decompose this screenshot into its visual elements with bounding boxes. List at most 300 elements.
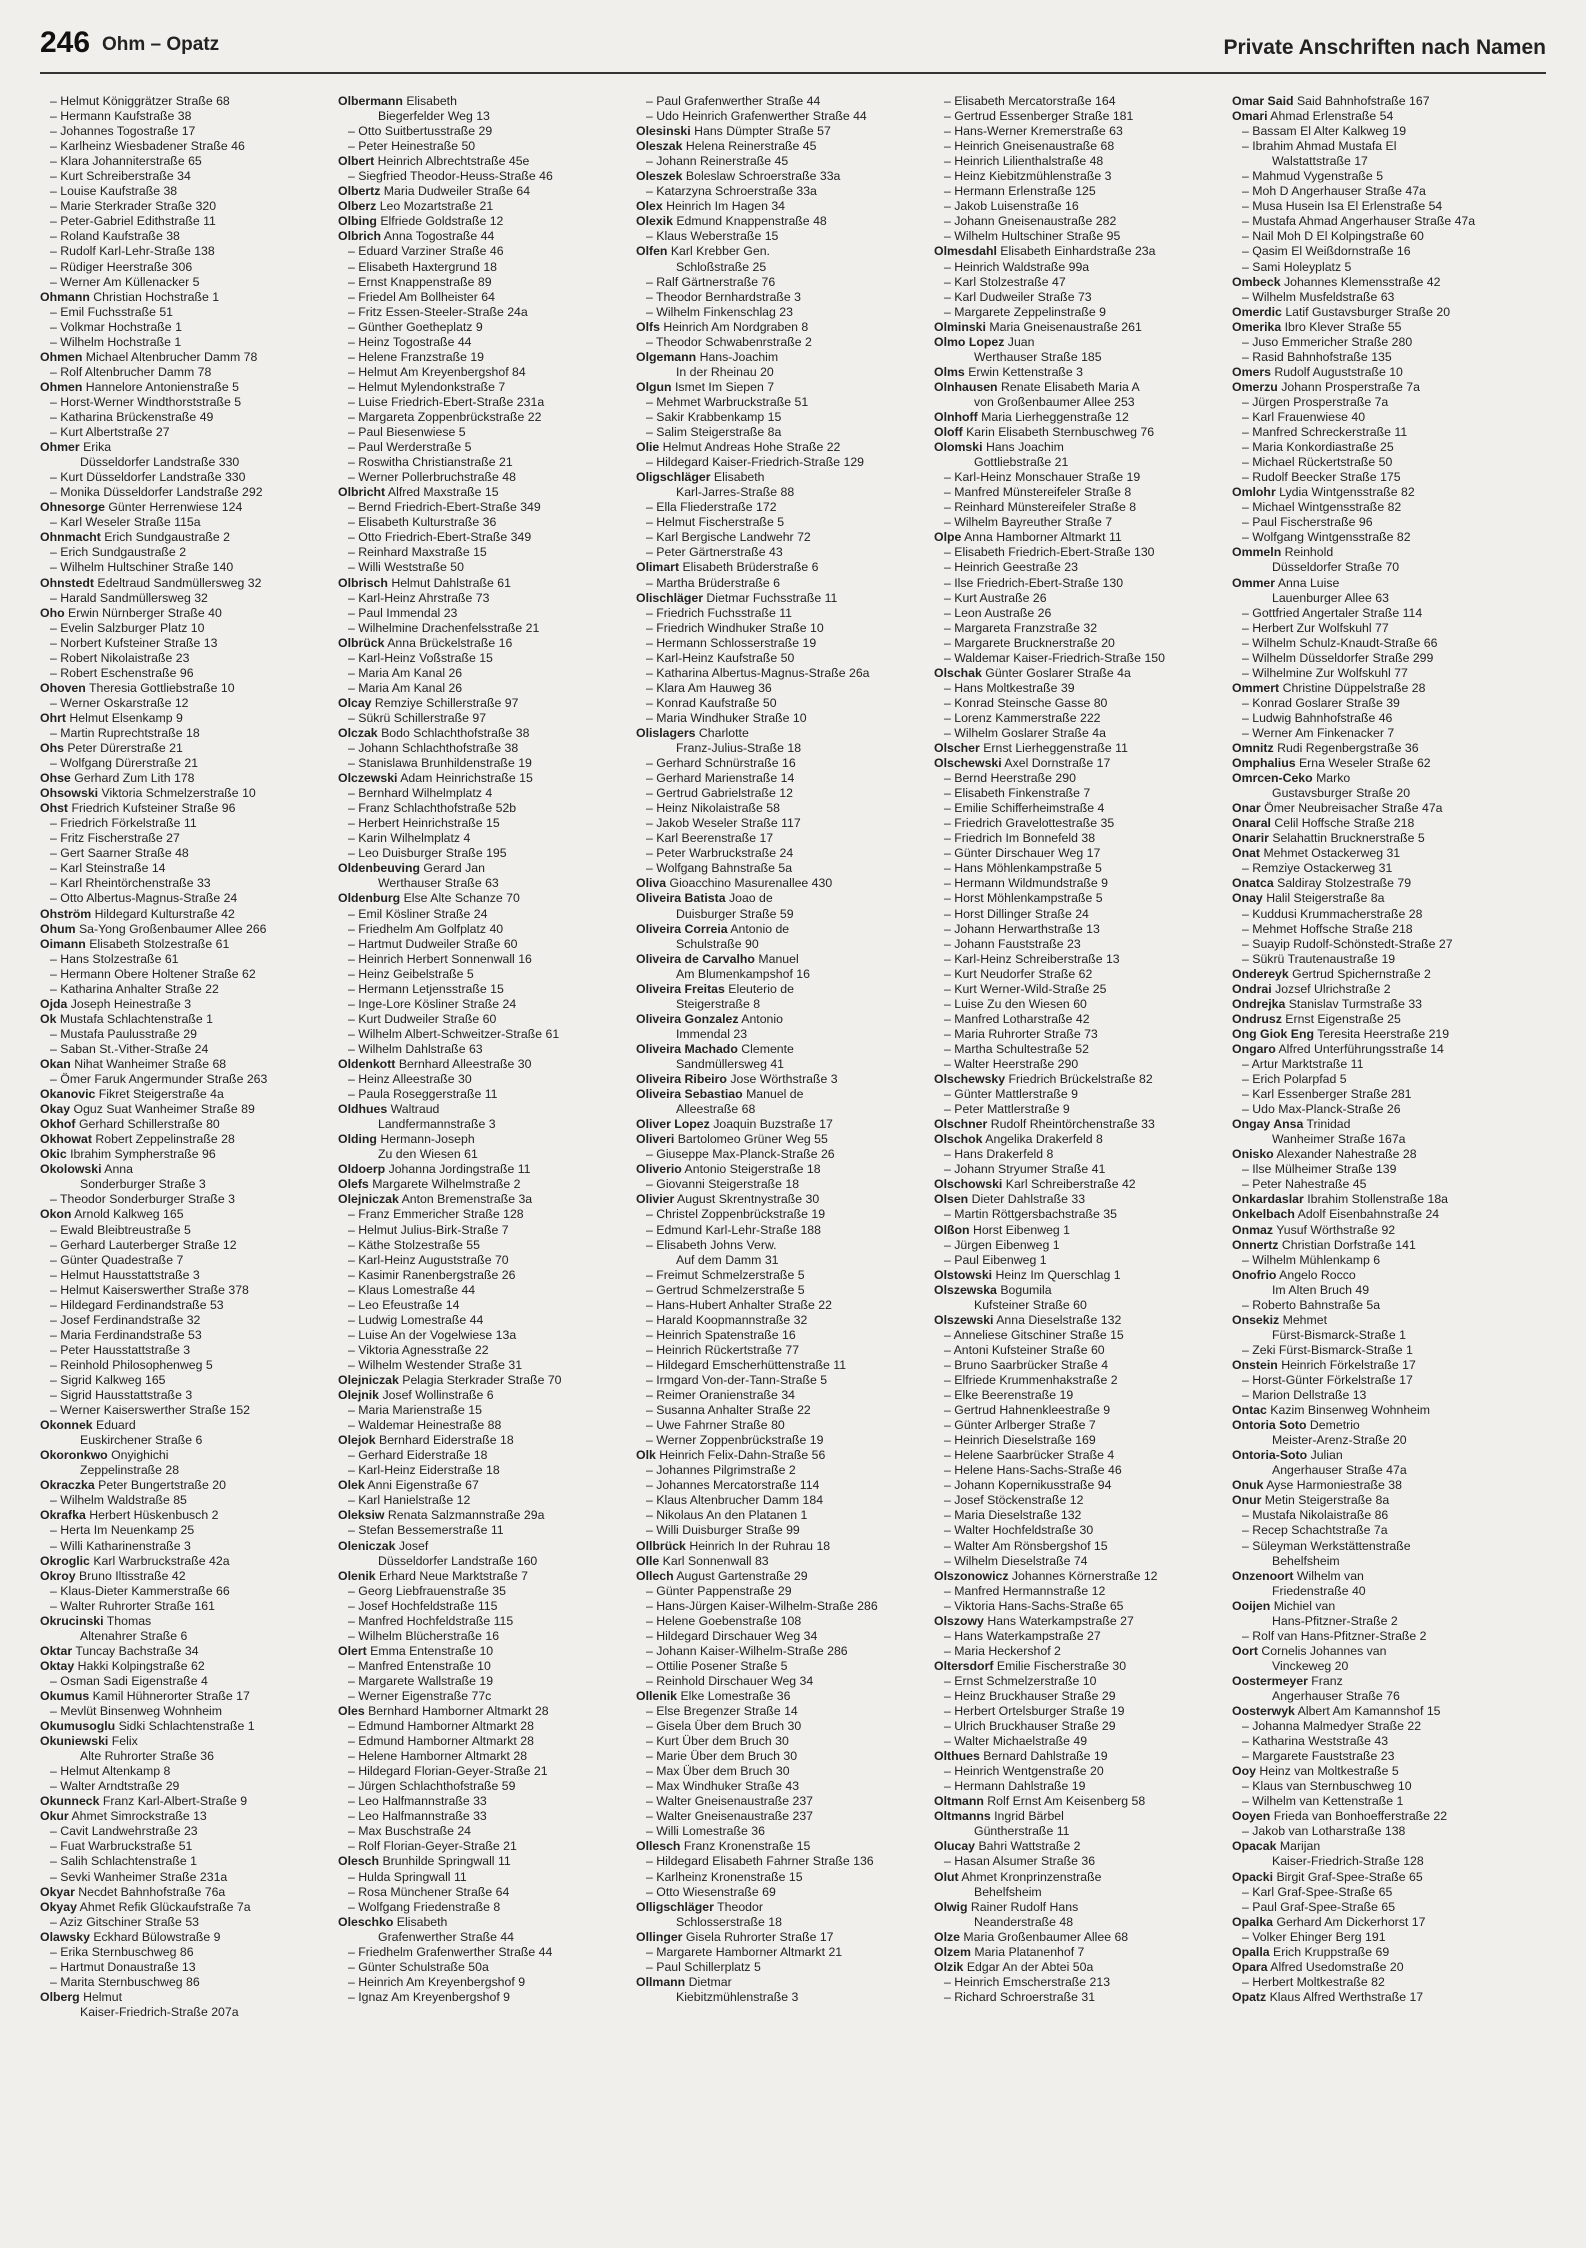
entry-text: – Sami Holeyplatz 5 bbox=[1242, 259, 1352, 274]
entry-text: – Franz Emmericher Straße 128 bbox=[348, 1207, 524, 1222]
surname: Olmesdahl bbox=[934, 244, 997, 259]
entry-text: – Wilhelm Hochstraße 1 bbox=[50, 334, 182, 349]
entry-text: Hakki Kolpingstraße 62 bbox=[77, 1658, 205, 1673]
entry-text: – Johann Kopernikusstraße 94 bbox=[944, 1478, 1112, 1493]
entry-text: Günter Goslarer Straße 4a bbox=[985, 665, 1131, 680]
directory-entry bbox=[1232, 816, 1518, 831]
directory-entry bbox=[934, 1975, 1220, 1990]
entry-text: Sidki Schlachtenstraße 1 bbox=[118, 1719, 255, 1734]
entry-text: – Horst Dillinger Straße 24 bbox=[944, 906, 1089, 921]
entry-text: – Remziye Ostackerweg 31 bbox=[1242, 861, 1393, 876]
entry-text: – Maria Marienstraße 15 bbox=[348, 1403, 482, 1418]
entry-text: – Hildegard Dirschauer Weg 34 bbox=[646, 1628, 818, 1643]
surname: Opalka bbox=[1232, 1914, 1274, 1929]
entry-text: Zeppelinstraße 28 bbox=[80, 1463, 180, 1478]
surname: Olefs bbox=[338, 1177, 369, 1192]
directory-entry bbox=[1232, 1689, 1518, 1704]
entry-text: Eckhard Bülowstraße 9 bbox=[93, 1929, 221, 1944]
entry-text: – Peter Warbruckstraße 24 bbox=[646, 846, 794, 861]
directory-entry bbox=[338, 365, 624, 380]
entry-text: – Viktoria Hans-Sachs-Straße 65 bbox=[944, 1598, 1124, 1613]
directory-entry bbox=[338, 1343, 624, 1358]
surname: Oldenkott bbox=[338, 1057, 396, 1071]
entry-text: – Siegfried Theodor-Heuss-Straße 46 bbox=[348, 169, 553, 184]
directory-entry bbox=[934, 636, 1220, 651]
directory-entry bbox=[40, 891, 326, 906]
directory-entry bbox=[934, 1057, 1220, 1072]
entry-text: – Leo Halfmannstraße 33 bbox=[348, 1794, 487, 1809]
surname: Ommer bbox=[1232, 575, 1276, 590]
directory-entry bbox=[1232, 1298, 1518, 1313]
entry-text: Else Alte Schanze 70 bbox=[403, 891, 520, 906]
entry-text: – Wilhelm Finkenschlag 23 bbox=[646, 304, 793, 319]
surname: Olligschläger bbox=[636, 1899, 714, 1914]
directory-entry bbox=[338, 1012, 624, 1027]
directory-entry bbox=[636, 1930, 922, 1945]
directory-entry bbox=[338, 1539, 624, 1554]
entry-text: Maria Dudweiler Straße 64 bbox=[383, 184, 531, 199]
directory-entry bbox=[1232, 1192, 1518, 1207]
entry-text: – Manfred Lotharstraße 42 bbox=[944, 1011, 1090, 1026]
entry-text: – Hildegard Florian-Geyer-Straße 21 bbox=[348, 1764, 548, 1779]
directory-entry bbox=[338, 1313, 624, 1328]
entry-text: Said Bahnhofstraße 167 bbox=[1296, 94, 1430, 108]
surname: Olberg bbox=[40, 1989, 80, 2004]
directory-entry bbox=[1232, 651, 1518, 666]
directory-entry bbox=[40, 831, 326, 846]
entry-text: Karl-Jarres-Straße 88 bbox=[676, 485, 795, 500]
entry-text: – Paul Eibenweg 1 bbox=[944, 1252, 1047, 1267]
directory-column bbox=[636, 94, 922, 2194]
directory-entry bbox=[338, 530, 624, 545]
entry-text: – Günter Quadestraße 7 bbox=[50, 1252, 184, 1267]
directory-entry bbox=[40, 1117, 326, 1132]
directory-entry bbox=[1232, 365, 1518, 380]
surname: Olbrisch bbox=[338, 575, 388, 590]
directory-entry bbox=[636, 1554, 922, 1569]
directory-entry bbox=[338, 1764, 624, 1779]
entry-text: – Maria Ruhrorter Straße 73 bbox=[944, 1026, 1098, 1041]
directory-entry bbox=[1232, 1539, 1518, 1554]
directory-entry bbox=[934, 741, 1220, 756]
directory-entry bbox=[40, 244, 326, 259]
surname: Opacki bbox=[1232, 1869, 1274, 1884]
entry-text: – Werner Eigenstraße 77c bbox=[348, 1688, 492, 1703]
entry-text: – Kurt Albertstraße 27 bbox=[50, 425, 170, 440]
directory-entry bbox=[40, 1102, 326, 1117]
entry-text: – Heinrich Emscherstraße 213 bbox=[944, 1974, 1111, 1989]
surname: Ohmen bbox=[40, 349, 83, 364]
directory-entry bbox=[40, 500, 326, 515]
entry-text: – Erich Polarpfad 5 bbox=[1242, 1072, 1347, 1087]
entry-text: – Horst Möhlenkampstraße 5 bbox=[944, 891, 1103, 906]
entry-text: – Karl-Heinz Schreiberstraße 13 bbox=[944, 951, 1120, 966]
directory-entry bbox=[1232, 1614, 1518, 1629]
entry-text: Kamil Hühnerorter Straße 17 bbox=[92, 1688, 250, 1703]
directory-entry bbox=[636, 244, 922, 259]
directory-entry bbox=[934, 1870, 1220, 1885]
directory-entry bbox=[1232, 1734, 1518, 1749]
page-range-title: Ohm – Opatz bbox=[102, 34, 220, 55]
entry-text: Düsseldorfer Landstraße 330 bbox=[80, 455, 240, 470]
directory-entry bbox=[934, 1734, 1220, 1749]
entry-text: – Rudolf Karl-Lehr-Straße 138 bbox=[50, 244, 215, 259]
entry-text: – Heinrich Waldstraße 99a bbox=[944, 259, 1090, 274]
directory-entry bbox=[1232, 1930, 1518, 1945]
entry-text: – Maria Heckershof 2 bbox=[944, 1643, 1061, 1658]
directory-entry bbox=[338, 997, 624, 1012]
entry-text: – Edmund Hamborner Altmarkt 28 bbox=[348, 1719, 534, 1734]
directory-entry bbox=[636, 741, 922, 756]
directory-entry bbox=[934, 861, 1220, 876]
entry-text: Bahri Wattstraße 2 bbox=[978, 1839, 1081, 1854]
directory-entry bbox=[934, 801, 1220, 816]
directory-entry bbox=[1232, 1764, 1518, 1779]
directory-entry bbox=[338, 1072, 624, 1087]
surname: Oleksiw bbox=[338, 1508, 385, 1523]
surname: Olfen bbox=[636, 244, 668, 259]
entry-text: Dietmar bbox=[688, 1974, 732, 1989]
entry-text: Rainer Rudolf Hans bbox=[970, 1899, 1079, 1914]
directory-entry bbox=[40, 816, 326, 831]
directory-entry bbox=[636, 1478, 922, 1493]
entry-text: – Josef Hochfeldstraße 115 bbox=[348, 1598, 498, 1613]
surname: Onay bbox=[1232, 891, 1263, 906]
entry-text: – Roland Kaufstraße 38 bbox=[50, 229, 180, 244]
directory-entry bbox=[934, 470, 1220, 485]
entry-text: – Otto Suitbertusstraße 29 bbox=[348, 124, 493, 139]
directory-entry bbox=[40, 846, 326, 861]
surname: Olstowski bbox=[934, 1267, 993, 1282]
surname: Okroy bbox=[40, 1568, 76, 1583]
surname: Oho bbox=[40, 605, 65, 620]
entry-text: – Katharina Brückenstraße 49 bbox=[50, 409, 214, 424]
entry-text: Karl Sonnenwall 83 bbox=[662, 1553, 769, 1568]
entry-text: – Werner Kaiserswerther Straße 152 bbox=[50, 1403, 251, 1418]
entry-text: Erhard Neue Marktstraße 7 bbox=[379, 1568, 529, 1583]
directory-entry bbox=[40, 1207, 326, 1222]
entry-text: Friedrich Kufsteiner Straße 96 bbox=[71, 801, 236, 816]
directory-entry bbox=[338, 636, 624, 651]
entry-text: – Manfred Schreckerstraße 11 bbox=[1242, 425, 1408, 440]
entry-text: Peter Bungertstraße 20 bbox=[98, 1478, 226, 1493]
directory-entry bbox=[636, 184, 922, 199]
entry-text: Heinz Im Querschlag 1 bbox=[995, 1267, 1121, 1282]
directory-entry bbox=[1232, 425, 1518, 440]
directory-entry bbox=[1232, 1132, 1518, 1147]
directory-entry bbox=[636, 1418, 922, 1433]
directory-entry bbox=[636, 1824, 922, 1839]
entry-text: – Stefan Bessemerstraße 11 bbox=[348, 1523, 504, 1538]
entry-text: Anna Luise bbox=[1277, 575, 1340, 590]
directory-entry bbox=[338, 1824, 624, 1839]
directory-entry bbox=[636, 395, 922, 410]
entry-text: – Karl Frauenwiese 40 bbox=[1242, 409, 1366, 424]
entry-text: – Wilhelm Dahlstraße 63 bbox=[348, 1041, 483, 1056]
directory-entry bbox=[1232, 320, 1518, 335]
directory-entry bbox=[40, 1629, 326, 1644]
directory-entry bbox=[934, 1659, 1220, 1674]
entry-text: – Karl Dudweiler Straße 73 bbox=[944, 289, 1092, 304]
directory-entry bbox=[934, 1328, 1220, 1343]
directory-entry bbox=[1232, 1268, 1518, 1283]
directory-entry bbox=[636, 1328, 922, 1343]
directory-entry bbox=[338, 1493, 624, 1508]
directory-entry bbox=[934, 651, 1220, 666]
directory-entry bbox=[934, 1087, 1220, 1102]
directory-entry bbox=[636, 1313, 922, 1328]
surname: Olexik bbox=[636, 214, 673, 229]
directory-entry bbox=[1232, 1900, 1518, 1915]
directory-entry bbox=[934, 1719, 1220, 1734]
entry-text: Erich Sundgaustraße 2 bbox=[104, 530, 231, 545]
directory-entry bbox=[338, 1689, 624, 1704]
entry-text: – Heinrich Wentgenstraße 20 bbox=[944, 1764, 1104, 1779]
entry-text: Ahmad Erlenstraße 54 bbox=[1270, 109, 1394, 124]
surname: Olberz bbox=[338, 199, 377, 214]
directory-entry bbox=[40, 214, 326, 229]
entry-text: Heinrich In der Ruhrau 18 bbox=[689, 1538, 831, 1553]
directory-entry bbox=[338, 214, 624, 229]
surname: Omlohr bbox=[1232, 485, 1276, 500]
entry-text: – Osman Sadi Eigenstraße 4 bbox=[50, 1673, 208, 1688]
directory-entry bbox=[1232, 1990, 1518, 2005]
directory-entry bbox=[934, 786, 1220, 801]
entry-text: – Karl-Heinz Ahrstraße 73 bbox=[348, 590, 490, 605]
directory-entry bbox=[40, 335, 326, 350]
entry-text: – Anneliese Gitschiner Straße 15 bbox=[944, 1327, 1124, 1342]
surname: Olenik bbox=[338, 1568, 376, 1583]
directory-entry bbox=[1232, 1824, 1518, 1839]
directory-entry bbox=[338, 1373, 624, 1388]
directory-entry bbox=[934, 1343, 1220, 1358]
entry-text: Bodo Schlachthofstraße 38 bbox=[381, 725, 530, 740]
entry-text: Christian Hochstraße 1 bbox=[93, 289, 220, 304]
entry-text: – Robert Eschenstraße 96 bbox=[50, 665, 194, 680]
directory-entry bbox=[338, 1207, 624, 1222]
entry-text: – Bernhard Wilhelmplatz 4 bbox=[348, 786, 493, 801]
directory-entry bbox=[338, 500, 624, 515]
entry-text: – Evelin Salzburger Platz 10 bbox=[50, 620, 205, 635]
directory-entry bbox=[934, 455, 1220, 470]
surname: Opara bbox=[1232, 1959, 1268, 1974]
directory-entry bbox=[1232, 1809, 1518, 1824]
directory-entry bbox=[40, 1313, 326, 1328]
entry-text: – Hans Moltkestraße 39 bbox=[944, 680, 1075, 695]
directory-entry bbox=[40, 576, 326, 591]
directory-entry bbox=[934, 771, 1220, 786]
entry-text: – Fritz Essen-Steeler-Straße 24a bbox=[348, 304, 528, 319]
surname: Ohnesorge bbox=[40, 500, 105, 515]
directory-entry bbox=[636, 1012, 922, 1027]
directory-entry bbox=[934, 831, 1220, 846]
entry-text: – Konrad Kaufstraße 50 bbox=[646, 695, 777, 710]
entry-text: – Johann Reinerstraße 45 bbox=[646, 154, 789, 169]
entry-text: Josef Wollinstraße 6 bbox=[382, 1388, 494, 1403]
entry-text: – Margarete Fauststraße 23 bbox=[1242, 1749, 1395, 1764]
entry-text: – Margareta Zoppenbrückstraße 22 bbox=[348, 409, 542, 424]
directory-entry bbox=[636, 470, 922, 485]
entry-text: – Leo Halfmannstraße 33 bbox=[348, 1809, 487, 1824]
entry-text: Johannes Klemensstraße 42 bbox=[1283, 274, 1441, 289]
directory-entry bbox=[338, 786, 624, 801]
directory-entry bbox=[934, 1885, 1220, 1900]
directory-entry bbox=[40, 2005, 326, 2020]
entry-text: Franz Karl-Albert-Straße 9 bbox=[102, 1794, 248, 1809]
directory-entry bbox=[934, 290, 1220, 305]
entry-text: Alfred Unterführungsstraße 14 bbox=[1278, 1041, 1444, 1056]
entry-text: Renate Elisabeth Maria A bbox=[1000, 379, 1140, 394]
entry-text: – Hasan Alsumer Straße 36 bbox=[944, 1854, 1096, 1869]
entry-text: – Edmund Hamborner Altmarkt 28 bbox=[348, 1734, 534, 1749]
directory-entry bbox=[636, 1343, 922, 1358]
directory-entry bbox=[934, 380, 1220, 395]
directory-entry bbox=[338, 771, 624, 786]
entry-text: Altenahrer Straße 6 bbox=[80, 1628, 188, 1643]
entry-text: Michael Altenbrucher Damm 78 bbox=[85, 349, 258, 364]
directory-entry bbox=[1232, 395, 1518, 410]
entry-text: Ömer Neubreisacher Straße 47a bbox=[1264, 801, 1443, 816]
surname: Olbermann bbox=[338, 94, 403, 108]
directory-entry bbox=[338, 1508, 624, 1523]
entry-text: Horst Eibenweg 1 bbox=[972, 1222, 1071, 1237]
directory-entry bbox=[338, 260, 624, 275]
directory-entry bbox=[636, 1960, 922, 1975]
directory-entry bbox=[338, 651, 624, 666]
entry-text: – Johann Herwarthstraße 13 bbox=[944, 921, 1100, 936]
directory-entry bbox=[40, 1192, 326, 1207]
entry-text: Güntherstraße 11 bbox=[974, 1824, 1070, 1839]
entry-text: – Wilhelm Blücherstraße 16 bbox=[348, 1628, 500, 1643]
surname: Olbertz bbox=[338, 184, 381, 199]
directory-entry bbox=[40, 1493, 326, 1508]
surname: Olßon bbox=[934, 1222, 970, 1237]
entry-text: – Otto Friedrich-Ebert-Straße 349 bbox=[348, 530, 532, 545]
entry-text: Jozsef Ulrichstraße 2 bbox=[1275, 981, 1391, 996]
directory-entry bbox=[40, 1268, 326, 1283]
surname: Oleniczak bbox=[338, 1538, 396, 1553]
directory-entry bbox=[636, 1599, 922, 1614]
directory-entry bbox=[636, 1373, 922, 1388]
directory-entry bbox=[40, 1072, 326, 1087]
directory-entry bbox=[338, 576, 624, 591]
directory-entry bbox=[636, 967, 922, 982]
directory-entry bbox=[934, 1809, 1220, 1824]
entry-text: – Gerhard Schnürstraße 16 bbox=[646, 756, 796, 771]
entry-text: Metin Steigerstraße 8a bbox=[1264, 1493, 1390, 1508]
entry-text: – Hartmut Donaustraße 13 bbox=[50, 1959, 196, 1974]
entry-text: Albert Am Kamannshof 15 bbox=[1297, 1704, 1441, 1719]
directory-entry bbox=[636, 771, 922, 786]
directory-entry bbox=[636, 139, 922, 154]
directory-entry bbox=[1232, 1629, 1518, 1644]
entry-text: – Wilhelm Düsseldorfer Straße 299 bbox=[1242, 650, 1434, 665]
entry-text: – Herta Im Neuenkamp 25 bbox=[50, 1523, 195, 1538]
directory-entry bbox=[1232, 1794, 1518, 1809]
directory-entry bbox=[934, 545, 1220, 560]
entry-text: – Hermann Kaufstraße 38 bbox=[50, 109, 192, 124]
entry-text: – Wilhelmine Zur Wolfskuhl 77 bbox=[1242, 665, 1408, 680]
directory-entry bbox=[1232, 726, 1518, 741]
entry-text: – Christel Zoppenbrückstraße 19 bbox=[646, 1207, 826, 1222]
surname: Olzik bbox=[934, 1959, 964, 1974]
entry-text: Elisabeth bbox=[406, 94, 457, 108]
directory-entry bbox=[40, 1975, 326, 1990]
entry-text: Tuncay Bachstraße 34 bbox=[75, 1643, 199, 1658]
surname: Ontac bbox=[1232, 1403, 1267, 1418]
entry-text: – Herbert Moltkestraße 82 bbox=[1242, 1974, 1385, 1989]
entry-text: – Martha Brüderstraße 6 bbox=[646, 575, 780, 590]
directory-entry bbox=[338, 1854, 624, 1869]
surname: Ohrt bbox=[40, 710, 66, 725]
entry-text: – Helmut Königgrätzer Straße 68 bbox=[50, 94, 230, 108]
directory-entry bbox=[338, 94, 624, 109]
directory-entry bbox=[338, 1990, 624, 2005]
directory-entry bbox=[636, 1192, 922, 1207]
entry-text: – Heinrich Dieselstraße 169 bbox=[944, 1433, 1096, 1448]
entry-text: – Friedrich Fuchsstraße 11 bbox=[646, 605, 793, 620]
entry-text: – Hans Möhlenkampstraße 5 bbox=[944, 861, 1102, 876]
entry-text: Gerhard Zum Lith 178 bbox=[74, 771, 195, 786]
page-number: 246 bbox=[40, 26, 91, 59]
directory-entry bbox=[1232, 244, 1518, 259]
directory-entry bbox=[338, 1704, 624, 1719]
entry-text: Antonio Steigerstraße 18 bbox=[684, 1162, 821, 1177]
entry-text: – Kurt Dudweiler Straße 60 bbox=[348, 1011, 497, 1026]
surname: Ondrejka bbox=[1232, 996, 1286, 1011]
surname: Ohmen bbox=[40, 379, 83, 394]
directory-entry bbox=[1232, 1704, 1518, 1719]
directory-entry bbox=[1232, 907, 1518, 922]
directory-entry bbox=[338, 1418, 624, 1433]
entry-text: Adam Heinrichstraße 15 bbox=[400, 771, 533, 786]
surname: Oliva bbox=[636, 876, 667, 891]
entry-text: – Gertrud Schmelzerstraße 5 bbox=[646, 1282, 805, 1297]
surname: Olesinski bbox=[636, 124, 691, 139]
directory-entry bbox=[40, 515, 326, 530]
directory-entry bbox=[1232, 485, 1518, 500]
entry-text: – Manfred Hermannstraße 12 bbox=[944, 1583, 1106, 1598]
directory-entry bbox=[338, 922, 624, 937]
directory-entry bbox=[1232, 1177, 1518, 1192]
entry-text: Adolf Eisenbahnstraße 24 bbox=[1297, 1207, 1440, 1222]
surname: Ohse bbox=[40, 771, 71, 786]
directory-entry bbox=[636, 1975, 922, 1990]
entry-text: – Helmut Am Kreyenbergshof 84 bbox=[348, 364, 526, 379]
directory-entry bbox=[934, 515, 1220, 530]
entry-text: – Marie Sterkrader Straße 320 bbox=[50, 199, 217, 214]
entry-text: – Klara Am Hauweg 36 bbox=[646, 680, 772, 695]
surname: Ollmann bbox=[636, 1974, 686, 1989]
entry-text: – Ralf Gärtnerstraße 76 bbox=[646, 274, 776, 289]
entry-text: Helmut bbox=[83, 1989, 123, 2004]
entry-text: Angelika Drakerfeld 8 bbox=[985, 1132, 1103, 1147]
directory-entry bbox=[934, 696, 1220, 711]
directory-entry bbox=[338, 1839, 624, 1854]
entry-text: – Karl-Heinz Auguststraße 70 bbox=[348, 1252, 509, 1267]
directory-entry bbox=[934, 244, 1220, 259]
entry-text: Karl Krebber Gen. bbox=[670, 244, 770, 259]
entry-text: Selahattin Brucknerstraße 5 bbox=[1272, 831, 1425, 846]
surname: Okroglic bbox=[40, 1553, 90, 1568]
directory-entry bbox=[338, 606, 624, 621]
entry-text: – Ilse Friedrich-Ebert-Straße 130 bbox=[944, 575, 1124, 590]
entry-text: – Maria Windhuker Straße 10 bbox=[646, 710, 807, 725]
directory-entry bbox=[338, 1298, 624, 1313]
surname: Olschner bbox=[934, 1117, 988, 1132]
entry-text: – Mevlüt Binsenweg Wohnheim bbox=[50, 1704, 223, 1719]
directory-entry bbox=[40, 1478, 326, 1493]
